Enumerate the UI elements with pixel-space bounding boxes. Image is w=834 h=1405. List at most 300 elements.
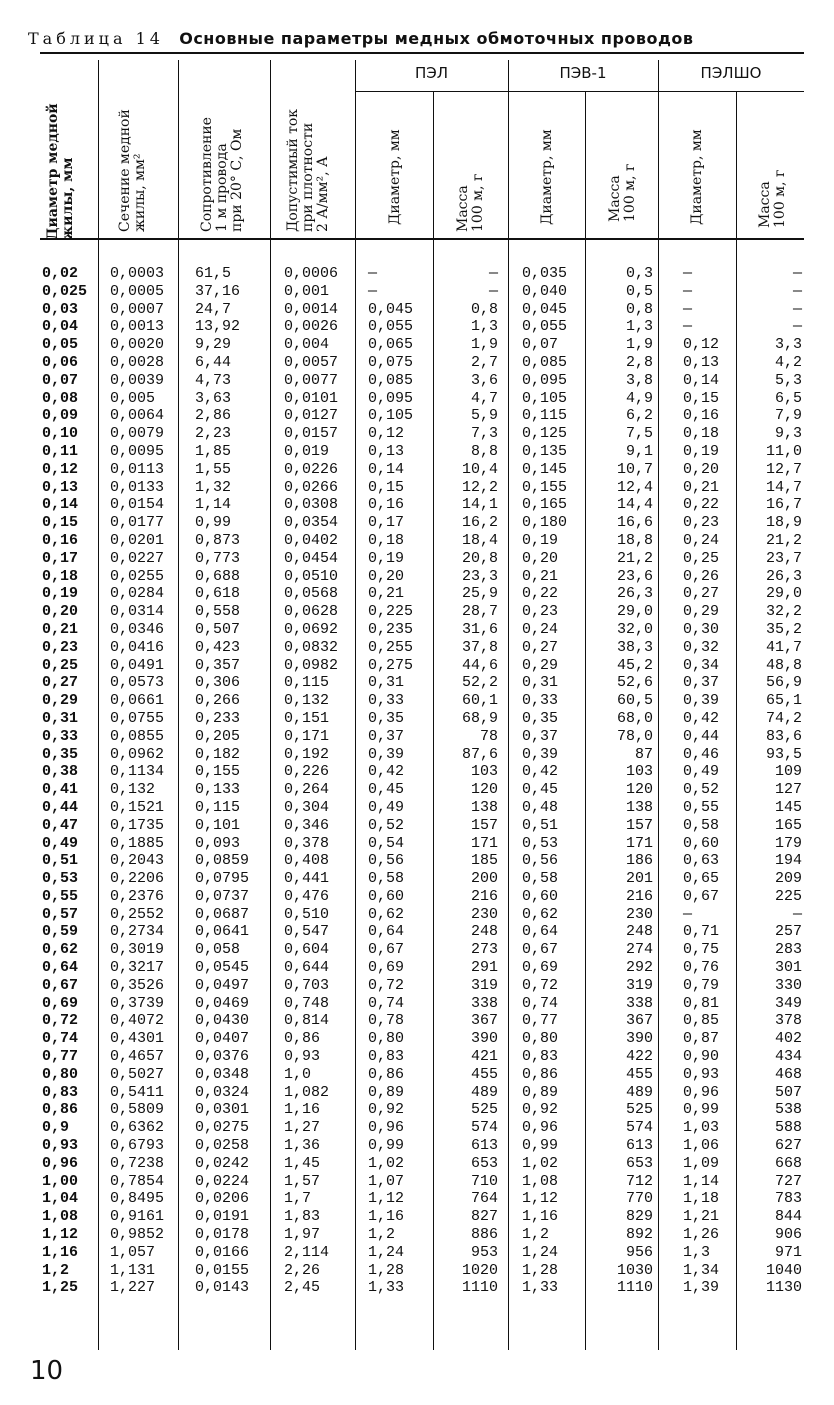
table-cell: 0,86 (284, 1030, 321, 1048)
table-cell: 588 (774, 1119, 802, 1137)
table-cell: 1110 (616, 1279, 653, 1297)
table-cell: 0,4072 (110, 1012, 165, 1030)
table-cell: 0,0157 (284, 425, 339, 443)
table-cell: 0,33 (522, 692, 559, 710)
table-cell: 0,42 (368, 763, 405, 781)
table-cell: 0,2552 (110, 905, 165, 923)
table-cell: 0,54 (368, 834, 405, 852)
table-cell: 0,12 (683, 336, 720, 354)
table-cell: 402 (774, 1030, 802, 1048)
table-cell: 0,64 (368, 923, 405, 941)
table-cell: 1,04 (42, 1190, 79, 1208)
table-cell: 1,02 (368, 1154, 405, 1172)
table-cell: 0,055 (368, 318, 414, 336)
column-current (284, 265, 354, 1297)
table-cell: 712 (625, 1172, 653, 1190)
table-cell: 0,0407 (195, 1030, 250, 1048)
table-cell: 0,81 (683, 994, 720, 1012)
table-cell: 0,0014 (284, 300, 339, 318)
table-cell: 1,21 (683, 1208, 720, 1226)
table-cell: 0,99 (368, 1137, 405, 1155)
table-cell: 0,15 (42, 514, 79, 532)
table-cell: 0,0007 (110, 300, 165, 318)
table-cell: 0,0201 (110, 531, 165, 549)
table-cell: 0,60 (368, 887, 405, 905)
table-cell: 0,77 (42, 1048, 79, 1066)
table-cell: 0,5 (625, 282, 653, 300)
table-cell: 0,38 (42, 763, 79, 781)
table-cell: 330 (774, 976, 802, 994)
table-cell: 0,0628 (284, 603, 339, 621)
table-cell: 829 (625, 1208, 653, 1226)
table-cell: 0,87 (683, 1030, 720, 1048)
table-cell: 668 (774, 1154, 802, 1172)
table-cell: 0,35 (522, 709, 559, 727)
table-cell: 48,8 (765, 656, 802, 674)
table-cell: 0,0755 (110, 709, 165, 727)
header-pev-mass: Масса 100 м, г (607, 163, 638, 222)
table-cell: 0,644 (284, 959, 330, 977)
table-cell: 0,0224 (195, 1172, 250, 1190)
table-cell: 0,019 (284, 442, 330, 460)
table-cell: 283 (774, 941, 802, 959)
table-cell: 0,0095 (110, 442, 165, 460)
table-cell: 0,57 (42, 905, 79, 923)
table-cell: 0,5411 (110, 1083, 165, 1101)
table-cell: 0,42 (683, 709, 720, 727)
table-cell: 0,145 (522, 460, 568, 478)
table-cell: 0,22 (683, 496, 720, 514)
table-cell: 1,34 (683, 1261, 720, 1279)
table-cell: 0,6793 (110, 1137, 165, 1155)
table-cell: 0,60 (522, 887, 559, 905)
table-cell: 0,10 (42, 425, 79, 443)
table-cell: 1,7 (284, 1190, 312, 1208)
table-cell: 489 (625, 1083, 653, 1101)
table-cell: 0,275 (368, 656, 414, 674)
table-cell: 0,13 (683, 353, 720, 371)
table-cell: 0,0227 (110, 549, 165, 567)
table-cell: — (488, 265, 498, 282)
table-cell: — (683, 282, 693, 300)
table-cell: 0,0510 (284, 567, 339, 585)
table-cell: 0,688 (195, 567, 241, 585)
table-cell: 0,25 (42, 656, 79, 674)
table-cell: 764 (470, 1190, 498, 1208)
table-cell: 906 (774, 1226, 802, 1244)
table-cell: — (792, 300, 802, 318)
table-cell: 7,5 (625, 425, 653, 443)
table-cell: 138 (470, 798, 498, 816)
table-cell: 0,92 (368, 1101, 405, 1119)
table-cell: 0,44 (42, 798, 79, 816)
table-cell: 0,085 (368, 371, 414, 389)
table-cell: 0,34 (683, 656, 720, 674)
table-cell: 0,235 (368, 620, 414, 638)
table-cell: 0,0795 (195, 870, 250, 888)
table-cell: 0,78 (368, 1012, 405, 1030)
table-cell: 0,13 (42, 478, 79, 496)
table-cell: 0,180 (522, 514, 568, 532)
table-cell: 1,85 (195, 442, 232, 460)
table-cell: 0,171 (284, 727, 330, 745)
table-cell: 0,378 (284, 834, 330, 852)
table-cell: 7,3 (470, 425, 498, 443)
table-cell: 248 (625, 923, 653, 941)
table-cell: 0,125 (522, 425, 568, 443)
table-cell: 0,18 (683, 425, 720, 443)
column-resistance (195, 265, 267, 1297)
table-cell: 0,46 (683, 745, 720, 763)
column-pelsho-diameter (683, 265, 735, 1297)
table-cell: 120 (625, 781, 653, 799)
table-cell: 21,2 (765, 531, 802, 549)
table-cell: 26,3 (616, 585, 653, 603)
table-cell: 65,1 (765, 692, 802, 710)
table-cell: 171 (625, 834, 653, 852)
table-cell: 1,3 (470, 318, 498, 336)
table-cell: 3,63 (195, 389, 232, 407)
table-cell: 0,3526 (110, 976, 165, 994)
table-cell: 1,16 (42, 1243, 79, 1261)
table-cell: 0,0573 (110, 674, 165, 692)
table-cell: — (368, 282, 378, 300)
table-cell: 0,115 (522, 407, 568, 425)
table-cell: 0,4657 (110, 1048, 165, 1066)
table-cell: 2,7 (470, 353, 498, 371)
table-cell: 2,8 (625, 353, 653, 371)
table-cell: 230 (470, 905, 498, 923)
table-cell: 1,12 (522, 1190, 559, 1208)
table-cell: 1,36 (284, 1137, 321, 1155)
table-cell: 468 (774, 1065, 802, 1083)
table-cell: 87 (634, 745, 653, 763)
table-cell: 0,56 (368, 852, 405, 870)
table-cell: 1,057 (110, 1243, 156, 1261)
table-cell: 0,055 (522, 318, 568, 336)
table-cell: 0,0127 (284, 407, 339, 425)
table-cell: 0,16 (368, 496, 405, 514)
table-cell: 0,4301 (110, 1030, 165, 1048)
table-cell: 0,101 (195, 816, 241, 834)
table-cell: 0,96 (368, 1119, 405, 1137)
table-cell: 0,30 (683, 620, 720, 638)
table-cell: 0,225 (368, 603, 414, 621)
table-cell: 827 (470, 1208, 498, 1226)
table-cell: 1,14 (195, 496, 232, 514)
table-cell: 844 (774, 1208, 802, 1226)
table-cell: 455 (470, 1065, 498, 1083)
table-cell: 1,2 (522, 1226, 550, 1244)
table-cell: 0,48 (522, 798, 559, 816)
table-cell: 11,0 (765, 442, 802, 460)
table-cell: 0,0242 (195, 1154, 250, 1172)
table-cell: 0,86 (42, 1101, 79, 1119)
table-cell: 9,29 (195, 336, 232, 354)
table-cell: 0,32 (683, 638, 720, 656)
table-cell: 0,74 (42, 1030, 79, 1048)
table-cell: 0,0692 (284, 620, 339, 638)
table-cell: 273 (470, 941, 498, 959)
table-cell: 0,0155 (195, 1261, 250, 1279)
table-cell: 0,29 (522, 656, 559, 674)
header-pelsho-mass: Масса 100 м, г (757, 169, 788, 228)
table-cell: 0,89 (368, 1083, 405, 1101)
table-cell: 0,14 (42, 496, 79, 514)
table-cell: 0,20 (42, 603, 79, 621)
col-divider (433, 92, 434, 1350)
table-cell: 28,7 (461, 603, 498, 621)
table-cell: 60,1 (461, 692, 498, 710)
table-cell: 0,005 (110, 389, 156, 407)
table-cell: 0,19 (683, 442, 720, 460)
table-cell: 0,357 (195, 656, 241, 674)
table-cell: 12,2 (461, 478, 498, 496)
table-cell: 0,19 (42, 585, 79, 603)
table-cell: 0,96 (42, 1154, 79, 1172)
table-cell: 0,13 (368, 442, 405, 460)
table-cell: 1,14 (683, 1172, 720, 1190)
table-cell: 216 (625, 887, 653, 905)
column-pelsho-mass (740, 265, 802, 1297)
table-cell: 0,31 (368, 674, 405, 692)
col-divider (736, 92, 737, 1350)
table-cell: 1,16 (284, 1101, 321, 1119)
table-cell: 1,33 (368, 1279, 405, 1297)
table-cell: 0,2734 (110, 923, 165, 941)
table-cell: 0,155 (195, 763, 241, 781)
table-cell: 1020 (461, 1261, 498, 1279)
table-cell: 390 (470, 1030, 498, 1048)
table-cell: 179 (774, 834, 802, 852)
table-cell: 0,71 (683, 923, 720, 941)
table-cell: 12,4 (616, 478, 653, 496)
table-cell: 0,21 (42, 620, 79, 638)
header-pel-diameter: Диаметр, мм (387, 129, 403, 225)
table-cell: 0,2043 (110, 852, 165, 870)
table-cell: 1,131 (110, 1261, 156, 1279)
table-cell: 20,8 (461, 549, 498, 567)
table-cell: 0,0661 (110, 692, 165, 710)
table-cell: 1,97 (284, 1226, 321, 1244)
table-cell: 0,52 (683, 781, 720, 799)
table-cell: 0,0348 (195, 1065, 250, 1083)
table-cell: 16,7 (765, 496, 802, 514)
table-cell: 0,03 (42, 300, 79, 318)
table-cell: 0,0006 (284, 265, 339, 282)
table-cell: 0,37 (683, 674, 720, 692)
table-cell: 0,24 (683, 531, 720, 549)
table-cell: 0,0177 (110, 514, 165, 532)
table-cell: 0,095 (368, 389, 414, 407)
table-cell: 120 (470, 781, 498, 799)
table-cell: 390 (625, 1030, 653, 1048)
table-cell: 14,7 (765, 478, 802, 496)
table-cell: 0,45 (368, 781, 405, 799)
table-cell: 0,11 (42, 442, 79, 460)
table-cell: 0,60 (683, 834, 720, 852)
table-cell: 16,2 (461, 514, 498, 532)
table-cell: 0,0178 (195, 1226, 250, 1244)
table-cell: 10,7 (616, 460, 653, 478)
table-cell: 1,9 (470, 336, 498, 354)
table-cell: 0,0064 (110, 407, 165, 425)
table-cell: 0,19 (522, 531, 559, 549)
col-divider (355, 60, 356, 1350)
table-cell: 1,45 (284, 1154, 321, 1172)
table-cell: 185 (470, 852, 498, 870)
table-cell: 0,1521 (110, 798, 165, 816)
table-cell: 0,15 (683, 389, 720, 407)
column-section (110, 265, 176, 1297)
table-cell: 103 (470, 763, 498, 781)
table-cell: 0,49 (683, 763, 720, 781)
table-cell: 653 (470, 1154, 498, 1172)
table-cell: 1,55 (195, 460, 232, 478)
table-cell: 25,9 (461, 585, 498, 603)
table-cell: 0,72 (368, 976, 405, 994)
table-cell: 4,73 (195, 371, 232, 389)
table-cell: 4,9 (625, 389, 653, 407)
table-cell: 0,510 (284, 905, 330, 923)
table-cell: 0,151 (284, 709, 330, 727)
table-cell: 0,2376 (110, 887, 165, 905)
table-cell: 257 (774, 923, 802, 941)
table-cell: 0,476 (284, 887, 330, 905)
table-cell: 0,65 (683, 870, 720, 888)
table-cell: 0,0226 (284, 460, 339, 478)
table-cell: 0,08 (42, 389, 79, 407)
table-cell: 74,2 (765, 709, 802, 727)
table-cell: 0,96 (522, 1119, 559, 1137)
table-cell: 0,441 (284, 870, 330, 888)
table-cell: 0,115 (195, 798, 241, 816)
table-cell: 0,16 (683, 407, 720, 425)
table-cell: 0,2206 (110, 870, 165, 888)
table-cell: 971 (774, 1243, 802, 1261)
table-cell: 1,09 (683, 1154, 720, 1172)
table-cell: 0,74 (368, 994, 405, 1012)
table-cell: 0,96 (683, 1083, 720, 1101)
table-cell: 37,16 (195, 282, 241, 300)
table-cell: 1,24 (368, 1243, 405, 1261)
table-cell: 0,266 (195, 692, 241, 710)
table-cell: 3,8 (625, 371, 653, 389)
table-cell: 574 (625, 1119, 653, 1137)
table-cell: 52,6 (616, 674, 653, 692)
table-cell: 0,52 (368, 816, 405, 834)
table-cell: 319 (625, 976, 653, 994)
table-cell: 0,39 (522, 745, 559, 763)
table-cell: 3,6 (470, 371, 498, 389)
table-cell: 2,114 (284, 1243, 330, 1261)
table-cell: 2,86 (195, 407, 232, 425)
table-cell: 0,99 (522, 1137, 559, 1155)
table-cell: 953 (470, 1243, 498, 1261)
table-cell: 0,0687 (195, 905, 250, 923)
table-cell: 2,45 (284, 1279, 321, 1297)
table-label: Таблица 14 (28, 29, 164, 48)
table-cell: 0,14 (368, 460, 405, 478)
col-divider (508, 60, 509, 1350)
table-cell: 0,135 (522, 442, 568, 460)
table-cell: 0,39 (683, 692, 720, 710)
table-cell: 0,0003 (110, 265, 165, 282)
table-cell: 5,3 (774, 371, 802, 389)
table-cell: 0,83 (522, 1048, 559, 1066)
header-current: Допустимый ток при плотности 2 А/мм², А (285, 108, 331, 232)
table-cell: 0,20 (368, 567, 405, 585)
table-cell: 209 (774, 870, 802, 888)
table-cell: 0,0255 (110, 567, 165, 585)
table-cell: 6,44 (195, 353, 232, 371)
table-cell: 0,62 (522, 905, 559, 923)
table-cell: 1,27 (284, 1119, 321, 1137)
table-cell: 1,3 (683, 1243, 711, 1261)
table-cell: 0,0191 (195, 1208, 250, 1226)
table-cell: 4,7 (470, 389, 498, 407)
table-cell: 0,35 (368, 709, 405, 727)
table-cell: 1030 (616, 1261, 653, 1279)
table-cell: 1,28 (522, 1261, 559, 1279)
table-cell: 0,748 (284, 994, 330, 1012)
table-cell: 23,6 (616, 567, 653, 585)
table-cell: 0,55 (683, 798, 720, 816)
table-cell: 0,105 (368, 407, 414, 425)
table-cell: 1,2 (42, 1261, 70, 1279)
header-bottom-rule (40, 238, 804, 240)
table-cell: 230 (625, 905, 653, 923)
table-cell: 0,33 (42, 727, 79, 745)
table-cell: 93,5 (765, 745, 802, 763)
table-cell: 0,192 (284, 745, 330, 763)
table-cell: 0,93 (42, 1137, 79, 1155)
table-cell: 0,507 (195, 620, 241, 638)
table-cell: — (368, 265, 378, 282)
table-cell: 0,226 (284, 763, 330, 781)
table-cell: 1,39 (683, 1279, 720, 1297)
table-cell: 0,0039 (110, 371, 165, 389)
table-cell: 434 (774, 1048, 802, 1066)
table-cell: 0,09 (42, 407, 79, 425)
table-cell: 421 (470, 1048, 498, 1066)
table-cell: 0,90 (683, 1048, 720, 1066)
table-cell: 0,64 (42, 959, 79, 977)
table-cell: 627 (774, 1137, 802, 1155)
table-cell: 0,22 (522, 585, 559, 603)
table-cell: — (683, 318, 693, 336)
table-cell: 1,83 (284, 1208, 321, 1226)
table-cell: 0,58 (368, 870, 405, 888)
table-cell: 109 (774, 763, 802, 781)
table-cell: 0,79 (683, 976, 720, 994)
table-cell: 0,85 (683, 1012, 720, 1030)
table-cell: 52,2 (461, 674, 498, 692)
table-cell: 1,08 (42, 1208, 79, 1226)
table-cell: 1,3 (625, 318, 653, 336)
table-cell: 0,41 (42, 781, 79, 799)
table-cell: 338 (625, 994, 653, 1012)
table-cell: 10,4 (461, 460, 498, 478)
table-cell: 0,105 (522, 389, 568, 407)
table-cell: 18,9 (765, 514, 802, 532)
table-cell: 0,045 (522, 300, 568, 318)
table-cell: 0,0454 (284, 549, 339, 567)
table-cell: 489 (470, 1083, 498, 1101)
table-cell: 0,99 (683, 1101, 720, 1119)
table-cell: 12,7 (765, 460, 802, 478)
table-cell: 0,21 (368, 585, 405, 603)
